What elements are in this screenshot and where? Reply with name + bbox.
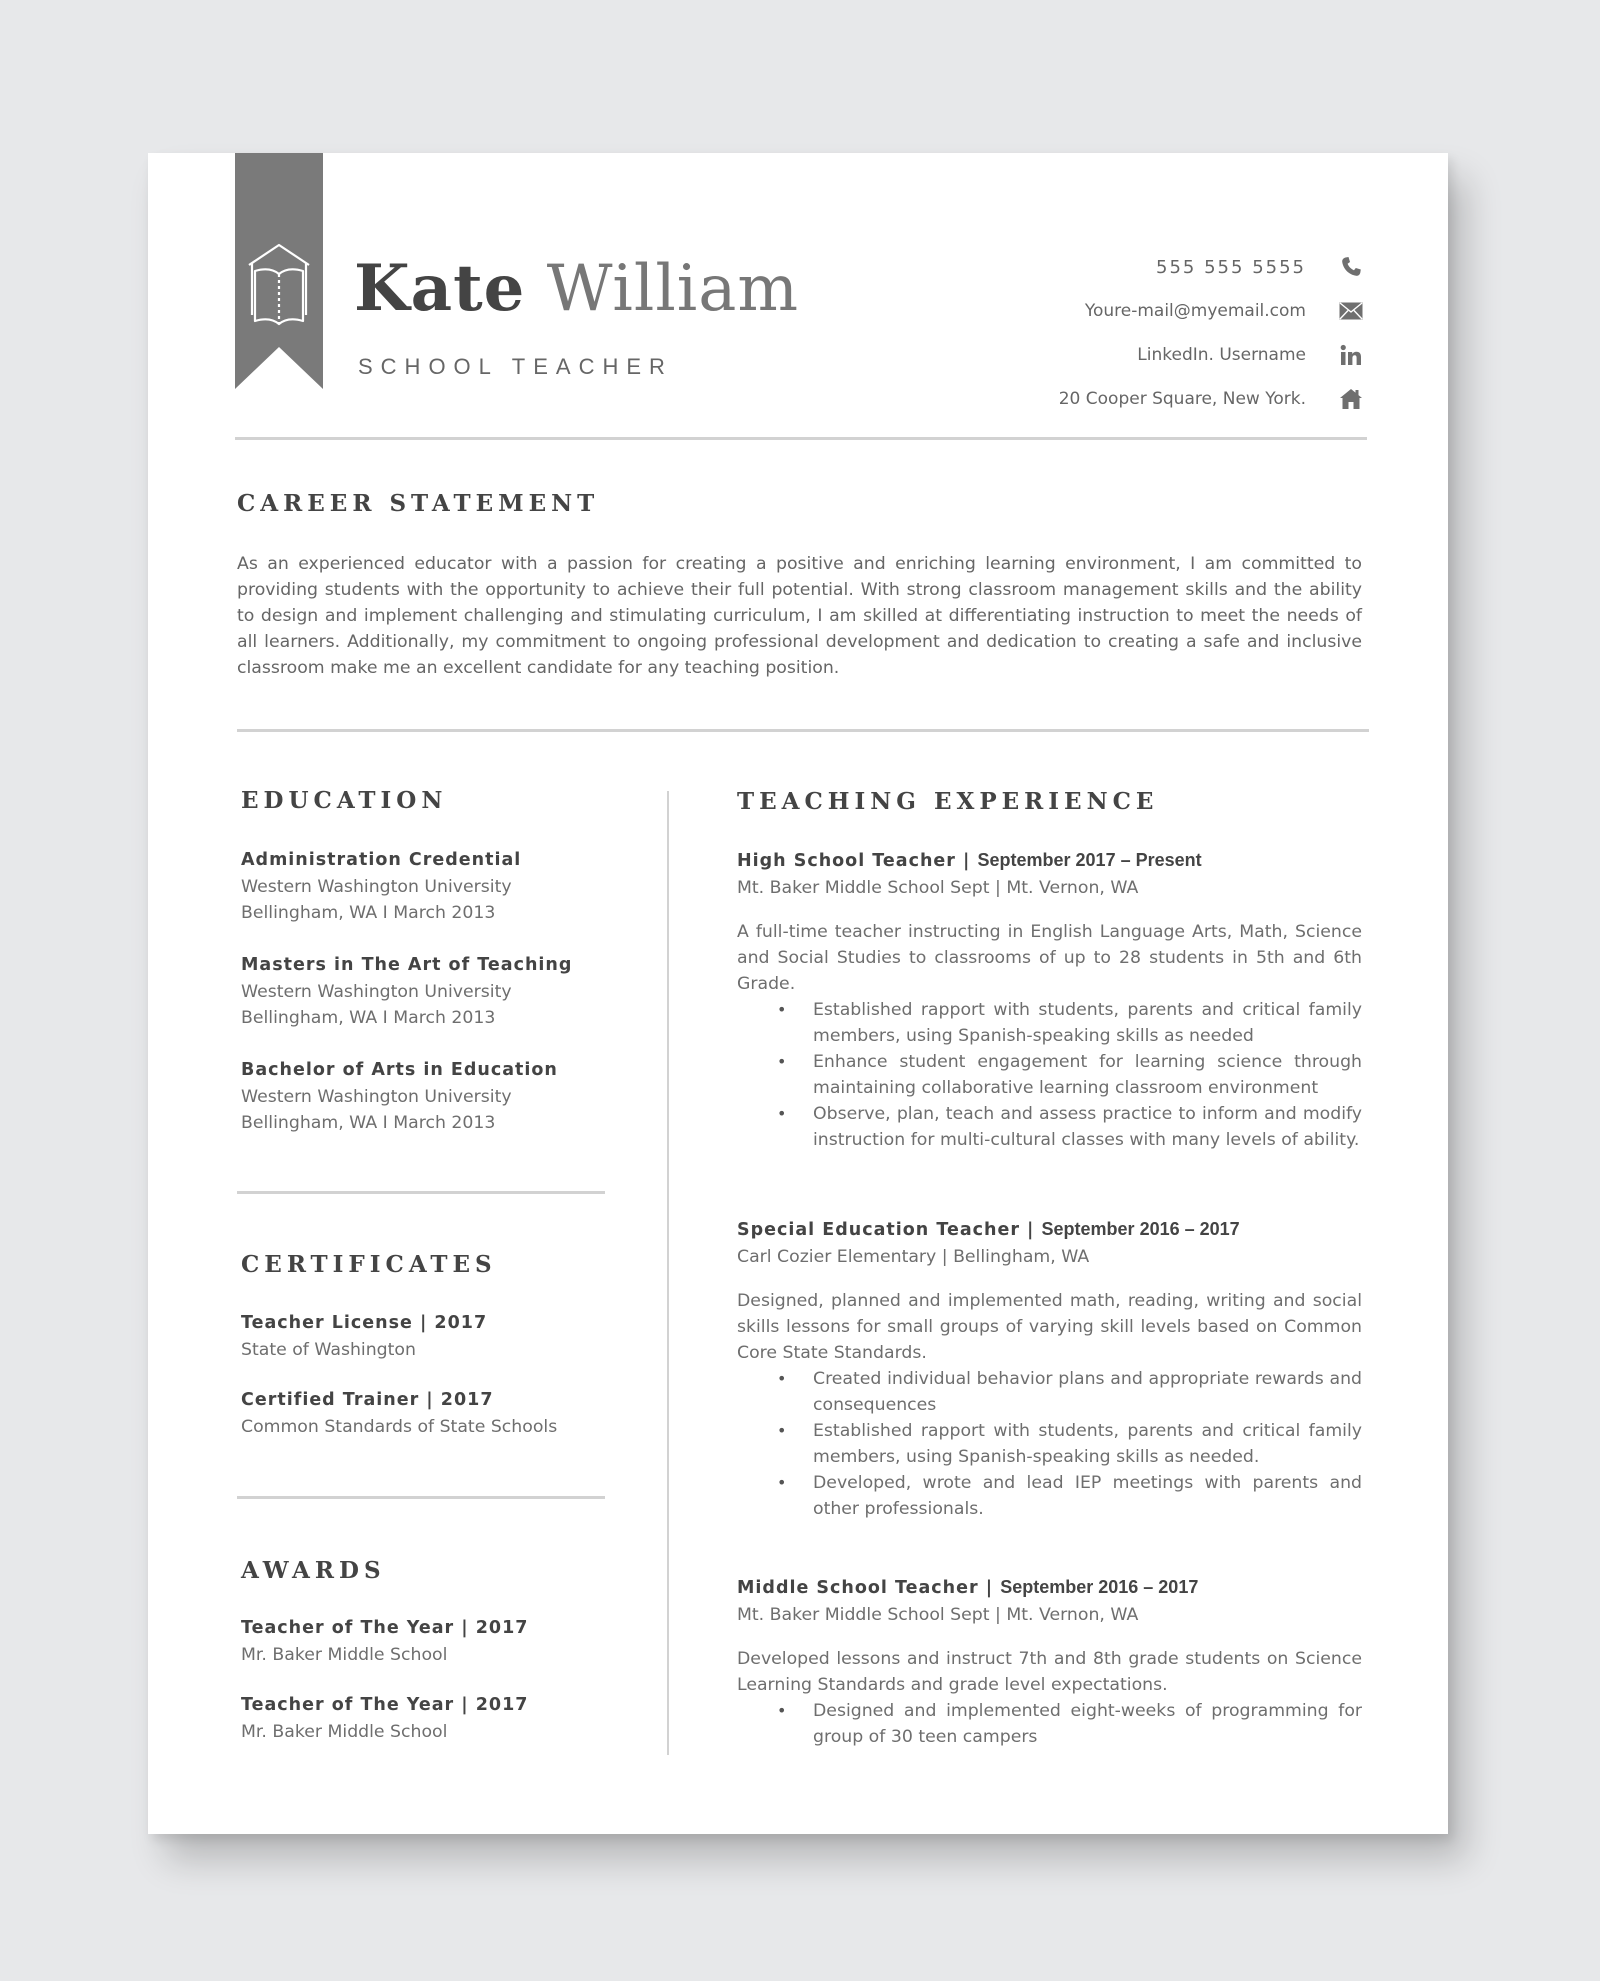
phone-text: 555 555 5555 bbox=[1156, 256, 1306, 278]
degree-title: Administration Credential bbox=[241, 850, 522, 870]
degree-title: Bachelor of Arts in Education bbox=[241, 1060, 558, 1080]
list-item bbox=[777, 997, 1362, 1049]
job-description: Designed, planned and implemented math, reading, writing and social skills lessons for small groups of varying skill levels based on Common Core State Standards. bbox=[737, 1291, 1362, 1363]
award-entry bbox=[241, 1615, 601, 1668]
education-entry bbox=[241, 847, 601, 926]
bullet-icon: • bbox=[777, 1000, 787, 1019]
job-title: Special Education Teacher | bbox=[737, 1220, 1042, 1240]
bullet-text: Established rapport with students, parents and critical family members, using Spanish-speaking skills as needed bbox=[813, 1000, 1362, 1046]
ribbon-bookmark bbox=[235, 153, 323, 389]
phone-icon bbox=[1338, 254, 1364, 280]
job-entry bbox=[737, 1216, 1362, 1522]
award-org: Mr. Baker Middle School bbox=[241, 1645, 448, 1665]
school-name: Western Washington University bbox=[241, 877, 512, 897]
education-divider bbox=[237, 1191, 605, 1194]
bullet-text: Developed, wrote and lead IEP meetings with parents and other professionals. bbox=[813, 1473, 1362, 1519]
certificate-title: Certified Trainer | 2017 bbox=[241, 1390, 494, 1410]
list-item bbox=[777, 1698, 1362, 1750]
contact-linkedin bbox=[804, 333, 1364, 377]
career-summary: As an experienced educator with a passion for creating a positive and enriching learning environment, I am committed to providing students with the opportunity to achieve their full potential. With strong classroom management skills and the ability to design and implement challenging and stimulating curriculum, I am skilled at differentiating instruction to meet the needs of all learners. Additionally, my commitment to ongoing professional development and dedication to creating a safe and inclusive classroom make me an excellent candidate for any teaching position. bbox=[237, 554, 1362, 678]
envelope-icon bbox=[1338, 298, 1364, 324]
certificates-divider bbox=[237, 1496, 605, 1499]
bullet-icon: • bbox=[777, 1473, 787, 1492]
school-name: Western Washington University bbox=[241, 1087, 512, 1107]
job-heading bbox=[737, 1216, 1362, 1244]
certificate-title: Teacher License | 2017 bbox=[241, 1313, 488, 1333]
job-bullets bbox=[737, 997, 1362, 1153]
bullet-icon: • bbox=[777, 1701, 787, 1720]
bullet-text: Observe, plan, teach and assess practice to inform and modify instruction for multi-cultural classes with many levels of ability. bbox=[813, 1104, 1362, 1150]
bullet-text: Designed and implemented eight-weeks of programming for group of 30 teen campers bbox=[813, 1701, 1362, 1747]
certificates-title: CERTIFICATES bbox=[241, 1251, 497, 1278]
header-divider bbox=[235, 437, 1367, 440]
certificate-entry bbox=[241, 1387, 601, 1440]
awards-title: AWARDS bbox=[241, 1557, 386, 1584]
award-title: Teacher of The Year | 2017 bbox=[241, 1695, 529, 1715]
job-place: Mt. Baker Middle School Sept | Mt. Vernon, WA bbox=[737, 878, 1139, 898]
email-text: Youre-mail@myemail.com bbox=[1084, 301, 1306, 321]
bullet-icon: • bbox=[777, 1052, 787, 1071]
linkedin-text: LinkedIn. Username bbox=[1137, 345, 1306, 365]
list-item bbox=[777, 1366, 1362, 1418]
list-item bbox=[777, 1101, 1362, 1153]
job-heading bbox=[737, 847, 1362, 875]
award-title: Teacher of The Year | 2017 bbox=[241, 1618, 529, 1638]
job-heading bbox=[737, 1574, 1362, 1602]
bullet-icon: • bbox=[777, 1421, 787, 1440]
certificates-list bbox=[241, 1310, 601, 1466]
education-list bbox=[241, 847, 601, 1162]
contact-address bbox=[804, 377, 1364, 421]
bullet-icon: • bbox=[777, 1104, 787, 1123]
job-entry bbox=[737, 847, 1362, 1153]
column-divider bbox=[667, 791, 669, 1755]
job-dates: September 2016 – 2017 bbox=[1041, 1219, 1240, 1239]
education-title: EDUCATION bbox=[241, 787, 448, 814]
job-dates: September 2016 – 2017 bbox=[1000, 1577, 1199, 1597]
bullet-text: Established rapport with students, parents and critical family members, using Spanish-speaking skills as needed. bbox=[813, 1421, 1362, 1467]
job-place: Carl Cozier Elementary | Bellingham, WA bbox=[737, 1247, 1090, 1267]
contact-block bbox=[804, 245, 1364, 421]
linkedin-icon bbox=[1338, 342, 1364, 368]
award-org: Mr. Baker Middle School bbox=[241, 1722, 448, 1742]
bullet-text: Created individual behavior plans and appropriate rewards and consequences bbox=[813, 1369, 1362, 1415]
resume-page bbox=[148, 153, 1448, 1834]
first-name: Kate bbox=[354, 251, 526, 326]
job-dates: September 2017 – Present bbox=[977, 850, 1202, 870]
candidate-name bbox=[354, 251, 800, 326]
last-name: William bbox=[546, 252, 800, 326]
job-bullets bbox=[737, 1698, 1362, 1750]
certificate-issuer: State of Washington bbox=[241, 1340, 416, 1360]
bullet-icon: • bbox=[777, 1369, 787, 1388]
contact-email bbox=[804, 289, 1364, 333]
certificate-issuer: Common Standards of State Schools bbox=[241, 1417, 558, 1437]
bullet-text: Enhance student engagement for learning science through maintaining collaborative learning classroom environment bbox=[813, 1052, 1362, 1098]
list-item bbox=[777, 1049, 1362, 1101]
home-icon bbox=[1338, 386, 1364, 412]
education-entry bbox=[241, 1057, 601, 1136]
certificate-entry bbox=[241, 1310, 601, 1363]
contact-phone bbox=[804, 245, 1364, 289]
school-name: Western Washington University bbox=[241, 982, 512, 1002]
degree-title: Masters in The Art of Teaching bbox=[241, 955, 573, 975]
experience-title: TEACHING EXPERIENCE bbox=[737, 788, 1159, 815]
job-place: Mt. Baker Middle School Sept | Mt. Vernon, WA bbox=[737, 1605, 1139, 1625]
education-entry bbox=[241, 952, 601, 1031]
career-title: CAREER STATEMENT bbox=[237, 490, 600, 517]
school-detail: Bellingham, WA I March 2013 bbox=[241, 1113, 496, 1133]
job-description: A full-time teacher instructing in English Language Arts, Math, Science and Social Studies to classrooms of up to 28 students in 5th and 6th Grade. bbox=[737, 922, 1362, 994]
school-detail: Bellingham, WA I March 2013 bbox=[241, 1008, 496, 1028]
job-description: Developed lessons and instruct 7th and 8th grade students on Science Learning Standards and grade level expectations. bbox=[737, 1649, 1362, 1695]
list-item bbox=[777, 1470, 1362, 1522]
award-entry bbox=[241, 1692, 601, 1745]
job-bullets bbox=[737, 1366, 1362, 1522]
job-role: SCHOOL TEACHER bbox=[358, 354, 673, 379]
awards-list bbox=[241, 1615, 601, 1771]
job-entry bbox=[737, 1574, 1362, 1750]
career-divider bbox=[237, 729, 1369, 732]
job-title: Middle School Teacher | bbox=[737, 1578, 1001, 1598]
address-text: 20 Cooper Square, New York. bbox=[1058, 389, 1306, 409]
school-detail: Bellingham, WA I March 2013 bbox=[241, 903, 496, 923]
job-title: High School Teacher | bbox=[737, 851, 978, 871]
list-item bbox=[777, 1418, 1362, 1470]
